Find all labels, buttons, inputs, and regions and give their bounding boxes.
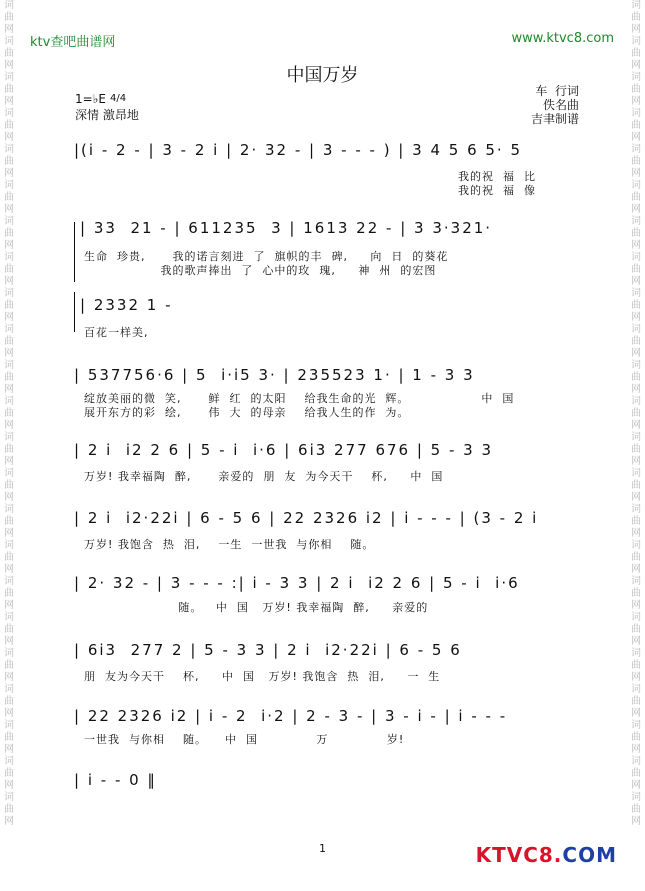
lyric-line-8-verse-1: 朋 友为今天干 杯, 中 国 万岁! 我饱含 热 泪, 一 生 <box>84 670 441 683</box>
score-line-10: | i - - 0 ‖ <box>74 771 157 789</box>
lyric-line-4-verse-1: 绽放美丽的微 笑, 鲜 红 的太阳 给我生命的光 辉。 中 国 <box>84 392 515 405</box>
score-line-8: | 6i3 277 2 | 5 - 3 3 | 2 i i2·22i | 6 - 5 6 <box>74 641 462 659</box>
score-line-4: | 537756·6 | 5 i·i5 3· | 235523 1· | 1 - 3 3 <box>74 366 475 384</box>
credits <box>531 84 579 126</box>
lyric-line-1-verse-1: 我的祝 福 比 <box>458 170 536 183</box>
lyric-line-7-verse-1: 随。 中 国 万岁! 我幸福陶 醉, 亲爱的 <box>84 601 429 614</box>
logo-main-text: KTVC8. <box>475 843 563 867</box>
lyricist: 车 行词 <box>535 84 579 98</box>
watermark-left: 词曲网词曲网词曲网词曲网词曲网词曲网词曲网词曲网词曲网词曲网词曲网词曲网词曲网词曲网词曲网词曲网词曲网词曲网词曲网词曲网词曲网词曲网词曲网 <box>4 0 14 827</box>
score-line-2: | 33 21 - | 611235 3 | 1613 22 - | 3 3·321· <box>80 219 493 237</box>
score-line-7: | 2· 32 - | 3 - - - :| i - 3 3 | 2 i i2 2 6 | 5 - i i·6 <box>74 574 520 592</box>
lyric-line-3-verse-1: 百花一样美, <box>84 326 149 339</box>
site-url-right[interactable]: www.ktvc8.com <box>511 31 614 46</box>
composer: 佚名曲 <box>542 98 579 112</box>
transcriber: 吉聿制谱 <box>530 112 579 126</box>
lyric-line-2-verse-2: 我的歌声捧出 了 心中的玫 瑰, 神 州 的宏图 <box>84 264 437 277</box>
lyric-line-9-verse-1: 一世我 与你相 随。 中 国 万 岁! <box>84 733 405 746</box>
lyric-line-5-verse-1: 万岁! 我幸福陶 醉, 亲爱的 朋 友 为今天干 杯, 中 国 <box>84 470 444 483</box>
time-signature: 4/4 <box>110 93 127 104</box>
site-name-left[interactable]: ktv查吧曲谱网 <box>30 35 116 50</box>
watermark-right: 词曲网词曲网词曲网词曲网词曲网词曲网词曲网词曲网词曲网词曲网词曲网词曲网词曲网词曲网词曲网词曲网词曲网词曲网词曲网词曲网词曲网词曲网词曲网 <box>631 0 641 827</box>
expression-mark: 深情 激昂地 <box>75 108 139 122</box>
site-logo[interactable] <box>476 843 617 867</box>
logo-suffix-text: COM <box>562 843 617 867</box>
score-line-1: |(i - 2 - | 3 - 2 i | 2· 32 - | 3 - - - ) | 3 4 5 6 5· 5 <box>74 141 522 159</box>
system-bracket <box>74 222 75 282</box>
score-line-5: | 2 i i2 2 6 | 5 - i i·6 | 6i3 277 676 | 5 - 3 3 <box>74 441 494 459</box>
score-line-6: | 2 i i2·22i | 6 - 5 6 | 22 2326 i2 | i - - - | (3 - 2 i <box>74 509 539 527</box>
lyric-line-1-verse-2: 我的祝 福 像 <box>458 184 536 197</box>
song-title: 中国万岁 <box>286 65 359 86</box>
score-line-9: | 22 2326 i2 | i - 2 i·2 | 2 - 3 - | 3 - i - | i - - - <box>74 707 508 725</box>
lyric-line-2-verse-1: 生命 珍贵, 我的诺言刻进 了 旗帜的丰 碑, 向 日 的葵花 <box>84 250 449 263</box>
page-number: 1 <box>319 842 326 855</box>
lyric-line-6-verse-1: 万岁! 我饱含 热 泪, 一生 一世我 与你相 随。 <box>84 538 375 551</box>
key-signature: 1=♭E <box>75 92 106 106</box>
score-line-3: | 2332 1 - <box>80 296 173 314</box>
lyric-line-4-verse-2: 展开东方的彩 绘, 伟 大 的母亲 给我人生的作 为。 <box>84 406 410 419</box>
system-bracket <box>74 292 75 332</box>
